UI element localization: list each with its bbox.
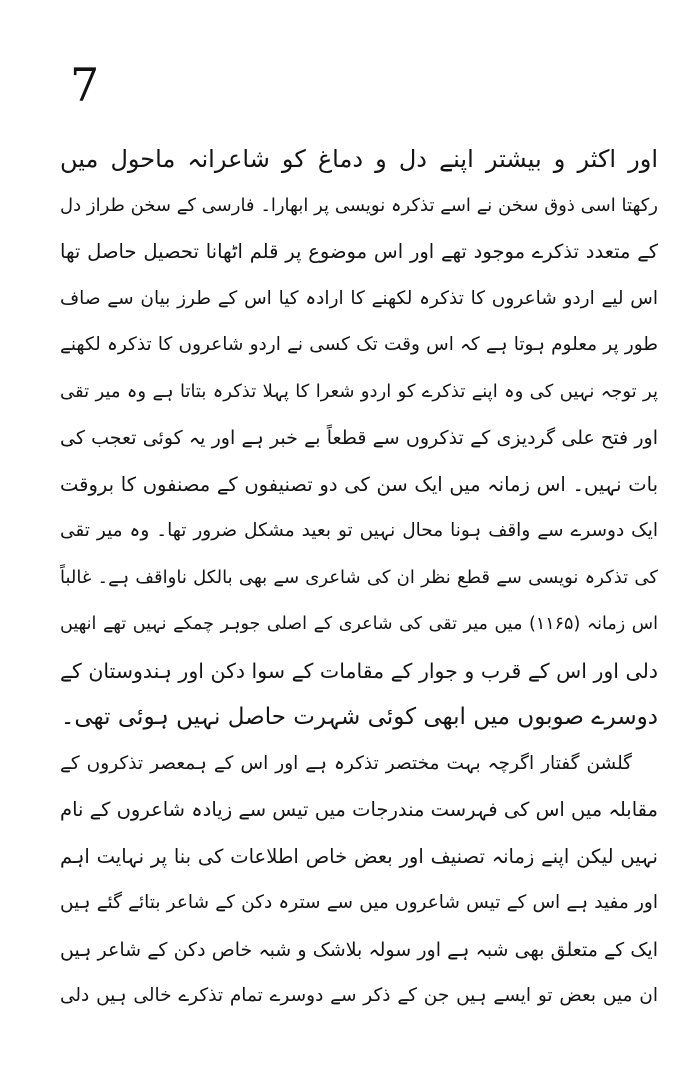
text-line: اس زمانہ (۱۱۶۵) میں میر تقی کی شاعری کے اصلی جوہر چمکے نہیں تھے انھیں	[60, 614, 658, 634]
text-line: بات نہیں۔ اس زمانہ میں ایک سن کی دو تصنیفوں کے مصنفوں کا بروقت	[60, 472, 658, 496]
text-line: طور پر معلوم ہوتا ہے کہ اس وقت تک کسی نے اردو شاعروں کا تذکرہ لکھنے	[60, 334, 658, 355]
body-text	[60, 136, 658, 1020]
text-line: ان میں بعض تو ایسے ہیں جن کے ذکر سے دوسرے تمام تذکرے خالی ہیں دلی	[60, 985, 658, 1006]
text-line: دلی اور اس کے قرب و جوار کے مقامات کے سوا دکن اور ہندوستان کے	[60, 658, 658, 683]
text-line: اور مفید ہے اس کے تیس شاعروں میں سے سترہ دکن کے شاعر بتائے گئے ہیں	[60, 892, 658, 913]
text-line: رکھتا اسی ذوق سخن نے اسے تذکرہ نویسی پر ابھارا۔ فارسی کے سخن طراز دل	[60, 194, 658, 216]
text-line: پر توجہ نہیں کی وہ اپنے تذکرے کو اردو شعرا کا پہلا تذکرہ بتاتا ہے وہ میر تقی	[60, 380, 658, 402]
text-line: دوسرے صوبوں میں ابھی کوئی شہرت حاصل نہیں ہوئی تھی۔	[60, 704, 658, 730]
page-number: 7	[70, 58, 100, 112]
text-line: ایک کے متعلق بھی شبہ ہے اور سولہ بلاشک و شبہ خاص دکن کے شاعر ہیں	[60, 938, 658, 961]
paragraph-start-line: گلشن گفتار اگرچہ بہت مختصر تذکرہ ہے اور اس کے ہمعصر تذکروں کے	[60, 752, 632, 774]
text-line: نہیں لیکن اپنے زمانہ تصنیف اور بعض خاص اطلاعات کی بنا پر نہایت اہم	[60, 844, 658, 868]
text-line: مقابلہ میں اس کی فہرست مندرجات میں تیس سے زیادہ شاعروں کے نام	[60, 798, 658, 821]
text-line: اس لیے اردو شاعروں کا تذکرہ لکھنے کا ارادہ کیا اس کے طرز بیان سے صاف	[60, 287, 658, 309]
text-line: اور فتح علی گردیزی کے تذکروں سے قطعاً بے خبر ہے اور یہ کوئی تعجب کی	[60, 427, 658, 449]
text-line: ایک دوسرے سے واقف ہونا محال نہیں تو بعید مشکل ضرور تھا۔ وہ میر تقی	[60, 520, 658, 541]
text-line: اور اکثر و بیشتر اپنے دل و دماغ کو شاعرانہ ماحول میں	[60, 145, 658, 173]
text-line: کی تذکرہ نویسی سے قطع نظر ان کی شاعری سے بھی بالکل ناواقف ہے۔ غالباً	[60, 566, 658, 588]
text-line: کے متعدد تذکرے موجود تھے اور اس موضوع پر قلم اٹھانا تحصیل حاصل تھا	[60, 240, 658, 263]
